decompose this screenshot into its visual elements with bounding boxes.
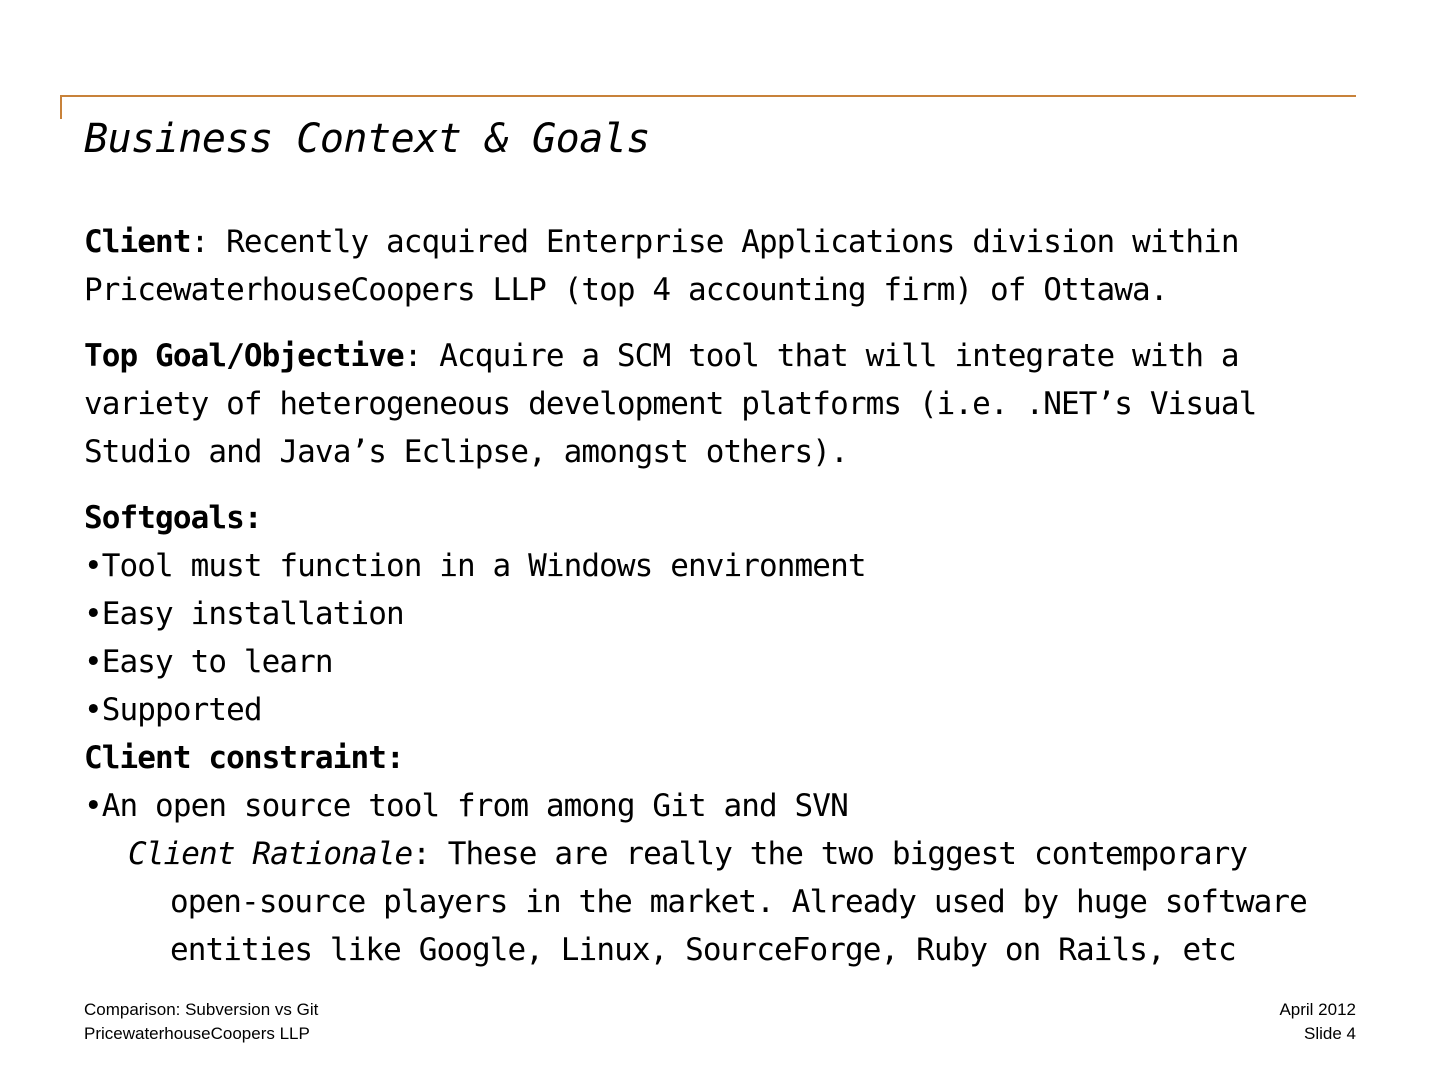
rationale-paragraph xyxy=(84,830,1314,974)
title-rule-tick xyxy=(60,95,62,119)
slide-body xyxy=(84,218,1314,974)
client-label: Client xyxy=(84,224,191,260)
softgoals-label: Softgoals: xyxy=(84,500,262,536)
footer-left xyxy=(84,998,318,1046)
constraint-heading xyxy=(84,734,1314,782)
constraint-label: Client constraint: xyxy=(84,740,404,776)
softgoal-item: •Tool must function in a Windows environment xyxy=(84,548,866,584)
client-text: : Recently acquired Enterprise Applications division within PricewaterhouseCoopers LLP (top 4 accounting firm) of Ottawa. xyxy=(84,224,1239,308)
footer-date: April 2012 xyxy=(1279,1000,1356,1019)
slide-number: Slide 4 xyxy=(1304,1024,1356,1043)
softgoals-heading xyxy=(84,494,1314,542)
footer-right xyxy=(1279,998,1356,1046)
goal-paragraph xyxy=(84,332,1314,476)
softgoal-item: •Easy to learn xyxy=(84,644,333,680)
rationale-label: Client Rationale xyxy=(128,836,413,872)
footer-organization: PricewaterhouseCoopers LLP xyxy=(84,1024,310,1043)
slide-title: Business Context & Goals xyxy=(84,116,650,162)
goal-text: : Acquire a SCM tool that will integrate with a variety of heterogeneous development platforms (i.e. .NET’s Visual Studio and Java’s Eclipse, amongst others). xyxy=(84,338,1257,470)
client-paragraph xyxy=(84,218,1314,314)
softgoal-item: •Easy installation xyxy=(84,596,404,632)
softgoal-item: •Supported xyxy=(84,692,262,728)
footer-presentation-title: Comparison: Subversion vs Git xyxy=(84,1000,319,1019)
goal-label: Top Goal/Objective xyxy=(84,338,404,374)
rationale-text: : These are really the two biggest contemporary open-source players in the market. Already used by huge software entities like Google, Linux, SourceForge, Ruby on Rails, etc xyxy=(170,836,1307,968)
title-rule xyxy=(60,95,1356,97)
constraint-item: •An open source tool from among Git and SVN xyxy=(84,788,848,824)
